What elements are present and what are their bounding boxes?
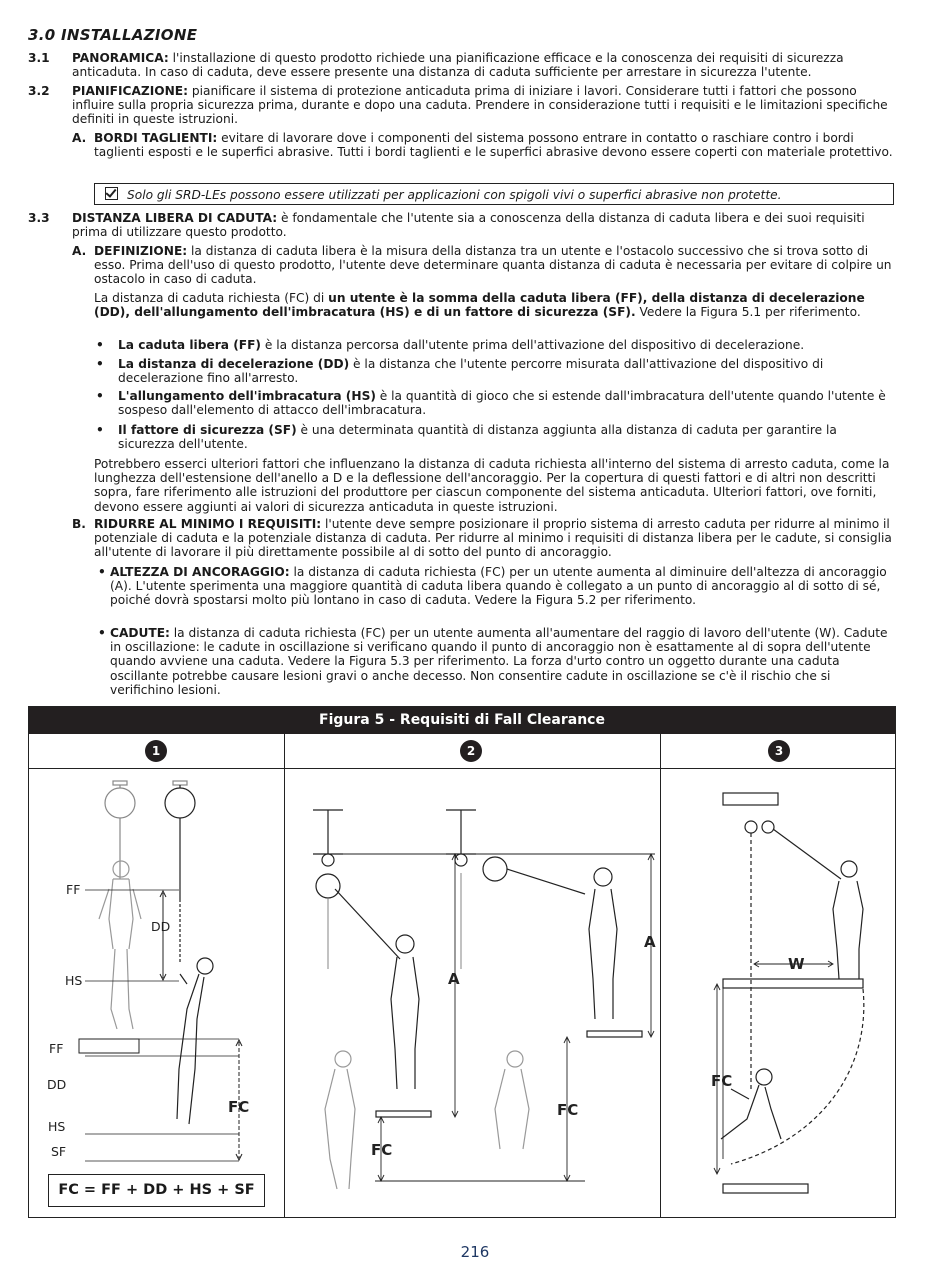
ff-label: FF [66,882,81,897]
bullet-item [94,357,894,385]
bullet-item [94,423,894,451]
bullet-text: è la quantità di gioco che si estende dall'imbracatura dell'utente quando l'utente è sospeso dall'elemento di attacco dell'imbracatura. [118,389,886,418]
sub-bullet-item [98,626,890,697]
fc-label: FC [228,1098,250,1116]
item-number: 3.3 [28,211,50,225]
sub-bullet-item [98,565,890,608]
fc-post-text: Vedere la Figura 5.1 per riferimento. [635,305,861,320]
item-number: 3.2 [28,84,50,98]
bullet-dot: • [96,357,104,371]
item-3-2-a [72,131,894,159]
a-label: A [644,933,656,951]
bullet-text: è una determinata quantità di distanza aggiunta alla distanza di caduta per garantire la sicurezza dell'utente. [118,423,837,452]
note-box [94,183,894,205]
item-3-3-b [72,517,894,560]
item-label: PANORAMICA: [72,51,169,65]
section-title: 3.0 INSTALLAZIONE [28,26,198,44]
other-factors-paragraph: Potrebbero esserci ulteriori fattori che influenzano la distanza di caduta richiesta all'interno del sistema di arresto caduta, come la lunghezza dell'estensione dell'anello a D e la deflessione dell'ancoraggio. Per la copertura di questi fattori e di altri non descritti sopra, fare riferimento alle istruzioni del produttore per ciascun componente del sistema anticaduta. Ulteriori fattori, ove forniti, devono essere aggiunti ai valori di sicurezza anticaduta in queste istruzioni. [94,457,890,514]
panel-2-illustration [285,769,660,1217]
fc-label: FC [371,1141,393,1159]
item-label: DISTANZA LIBERA DI CADUTA: [72,211,278,225]
item-text: l'utente deve sempre posizionare il proprio sistema di arresto caduta per ridurre al minimo il potenziale di caduta e la potenziale distanza di caduta. Per ridurre al minimo i requisiti di distanza libera per le cadute, si consiglia all'utente di lavorare il più direttamente possibile al di sotto del punto di ancoraggio. [94,517,892,560]
item-letter: A. [72,131,87,145]
checkmark-icon [105,187,118,200]
item-text: pianificare il sistema di protezione anticaduta prima di iniziare i lavori. Considerare tutti i fattori che possono influire sulla propria sicurezza prima, durante e dopo una caduta. Prendere in considerazione tutti i requisiti e le limitazioni specifiche definiti in queste istruzioni. [72,84,888,127]
panel-number-badge: 2 [460,740,482,762]
dd-label: DD [47,1077,67,1092]
bullet-dot: • [98,626,106,640]
item-text: è fondamentale che l'utente sia a conoscenza della distanza di caduta libera e dei suoi requisiti prima di utilizzare questo prodotto. [72,211,865,240]
sf-label: SF [51,1144,67,1159]
hs-label: HS [65,973,83,988]
bullet-dot: • [98,565,106,579]
fc-bold-text: un utente è la somma della caduta libera (FF), della distanza di decelerazione (DD), dell'allungamento dell'imbracatura (HS) e di un fattore di sicurezza (SF). [94,291,865,320]
fc-definition-paragraph [94,291,894,319]
note-text: Solo gli SRD-LEs possono essere utilizzati per applicazioni con spigoli vivi o superfici abrasive non protette. [127,188,782,202]
item-text: evitare di lavorare dove i componenti del sistema possono entrare in contatto o raschiare contro i bordi taglienti esposti e le superfici abrasive. Tutti i bordi taglienti e le superfici abrasive devono essere coperti con materiale protettivo. [94,131,893,160]
bullet-item [94,389,894,417]
fc-label: FC [711,1072,733,1090]
bullet-text: è la distanza percorsa dall'utente prima dell'attivazione del dispositivo di decelerazione. [261,338,805,352]
bullet-dot: • [96,389,104,403]
item-3-3 [28,211,898,239]
item-3-1 [28,51,898,79]
sub-bullet-bold: CADUTE: [110,626,170,640]
item-label: DEFINIZIONE: [94,244,188,258]
page-number: 216 [460,1243,490,1261]
item-letter: A. [72,244,87,258]
item-label: RIDURRE AL MINIMO I REQUISITI: [94,517,322,531]
item-letter: B. [72,517,86,531]
bullet-item [94,338,894,352]
panel-number-badge: 3 [768,740,790,762]
hs-label: HS [48,1119,66,1134]
bullet-bold: L'allungamento dell'imbracatura (HS) [118,389,376,403]
bullet-text: è la distanza che l'utente percorre misurata dall'attivazione del dispositivo di decelerazione fino all'arresto. [118,357,824,386]
bullet-dot: • [96,423,104,437]
bullet-dot: • [96,338,104,352]
fc-label: FC [557,1101,579,1119]
panel-1-illustration [29,769,284,1217]
ff-label: FF [49,1041,64,1056]
sub-bullet-text: la distanza di caduta richiesta (FC) per un utente aumenta al diminuire dell'altezza di ancoraggio (A). L'utente sperimenta una maggiore quantità di caduta libera quando è collegato a un punto di ancoraggio al di sotto di sé, poiché dovrà spostarsi molto più lontano in caso di caduta. Vedere la Figura 5.2 per riferimento. [110,565,887,608]
item-number: 3.1 [28,51,50,65]
dd-label: DD [151,919,171,934]
item-3-2 [28,84,898,127]
item-text: l'installazione di questo prodotto richiede una pianificazione efficace e la conoscenza dei requisiti di sicurezza anticaduta. In caso di caduta, deve essere presente una distanza di caduta sufficiente per arrestare in sicurezza l'utente. [72,51,844,80]
item-text: la distanza di caduta libera è la misura della distanza tra un utente e l'ostacolo successivo che si trova sotto di esso. Prima dell'uso di questo prodotto, l'utente deve determinare quanta distanza di caduta è necessaria per evitare di colpire un ostacolo in caso di caduta. [94,244,892,287]
fc-formula-box: FC = FF + DD + HS + SF [48,1174,265,1207]
fc-pre-text: La distanza di caduta richiesta (FC) di [94,291,329,305]
item-3-3-a [72,244,894,287]
sub-bullet-text: la distanza di caduta richiesta (FC) per un utente aumenta all'aumentare del raggio di lavoro dell'utente (W). Cadute in oscillazione: le cadute in oscillazione si verificano quando il punto di ancoraggio non è esattamente al di sopra dell'utente quando avviene una caduta. Vedere la Figura 5.3 per riferimento. La forza d'urto contro un oggetto durante una caduta oscillante potrebbe causare lesioni gravi o anche decesso. Non consentire cadute in oscillazione se c'è il rischio che si verifichino lesioni. [110,626,888,697]
panel-number-badge: 1 [145,740,167,762]
panel-3-illustration [661,769,895,1217]
sub-bullet-bold: ALTEZZA DI ANCORAGGIO: [110,565,290,579]
bullet-bold: La distanza di decelerazione (DD) [118,357,350,371]
item-label: BORDI TAGLIENTI: [94,131,218,145]
w-label: W [788,955,805,973]
item-label: PIANIFICAZIONE: [72,84,189,98]
figure-5 [28,706,896,1218]
panel-number-row [29,734,895,769]
figure-title: Figura 5 - Requisiti di Fall Clearance [29,707,895,734]
a-label: A [448,970,460,988]
bullet-bold: La caduta libera (FF) [118,338,261,352]
bullet-bold: Il fattore di sicurezza (SF) [118,423,297,437]
